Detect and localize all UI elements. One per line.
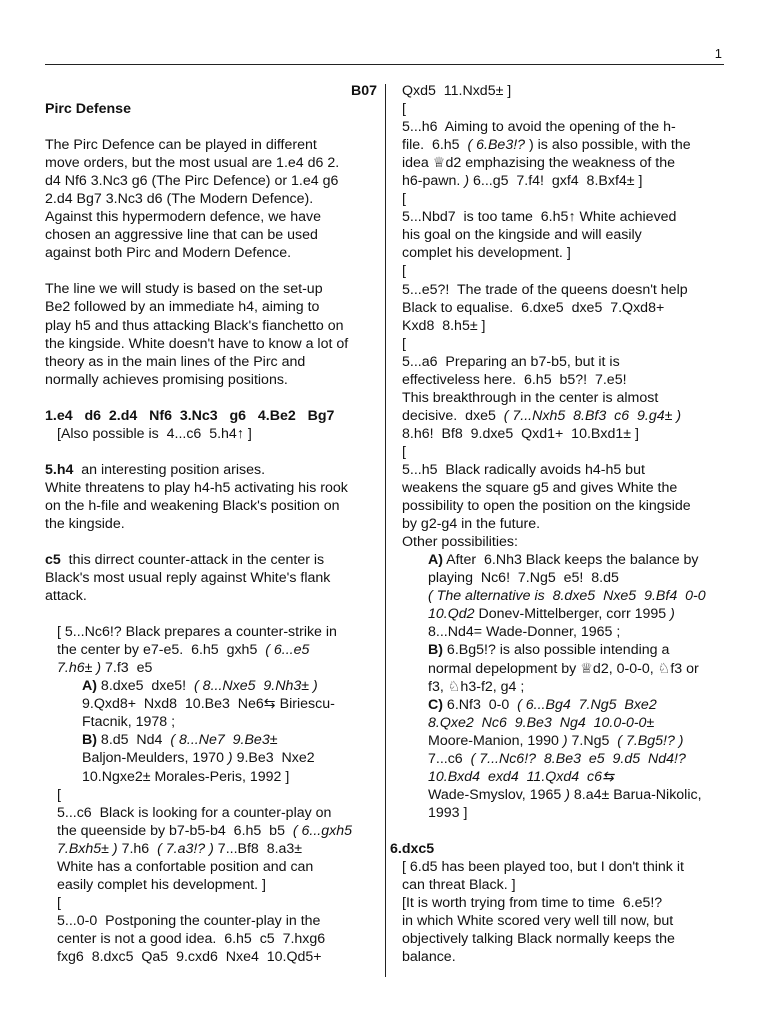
text-line: 7.Bxh5± ) 7.h6 ( 7.a3!? ) 7...Bf8 8.a3± (57, 840, 303, 857)
text-line: Kxd8 8.h5± ] (402, 317, 486, 334)
text-line: chosen an aggressive line that can be used (45, 227, 318, 244)
text-line: 7.h6± ) 7.f3 e5 (57, 660, 153, 677)
text-line: 9.Qxd8+ Nxd8 10.Be3 Ne6⇆ Biriescu- (82, 696, 335, 713)
main-line: 1.e4 d6 2.d4 Nf6 3.Nc3 g6 4.Be2 Bg7 (45, 407, 335, 424)
text-line: 10.Bxd4 exd4 11.Qxd4 c6⇆ (428, 768, 614, 785)
bracket-open: [ (402, 101, 406, 118)
c5-text (45, 569, 377, 605)
bracket-open: [ (402, 191, 406, 208)
text-line: can threat Black. ] (402, 877, 516, 894)
text-line: Black's most usual reply against White's flank (45, 570, 331, 587)
bracket-open: [ (402, 443, 406, 460)
text-line: his goal on the kingside and will easily (402, 227, 642, 244)
text-line: normally achieves promising positions. (45, 371, 288, 388)
text-line: The line we will study is based on the set-up (45, 281, 323, 298)
text-line: 5...c6 Black is looking for a counter-play on (57, 804, 332, 821)
text-line: easily complet his development. ] (57, 876, 266, 893)
h4-move: 5.h4 (45, 461, 74, 478)
text-line: attack. (45, 588, 87, 605)
text-line: on the h-file and weakening Black's position on (45, 497, 340, 514)
text-line: A) After 6.Nh3 Black keeps the balance by (428, 552, 699, 569)
setup-paragraph (45, 280, 377, 388)
text-line: This breakthrough in the center is almost (402, 389, 659, 406)
text-line: the kingside. (45, 515, 125, 532)
text-line: playing Nc6! 7.Ng5 e5! 8.d5 (428, 570, 619, 587)
h4-text (45, 479, 377, 533)
text-line: complet his development. ] (402, 245, 571, 262)
h4-comment: an interesting position arises. (73, 461, 266, 478)
text-line: against both Pirc and Modern Defence. (45, 245, 292, 262)
text-line: 7...c6 ( 7...Nc6!? 8.Be3 e5 9.d5 Nd4!? (428, 750, 686, 767)
text-line: White threatens to play h4-h5 activating his rook (45, 479, 348, 496)
text-line: fxg6 8.dxc5 Qa5 9.cxd6 Nxe4 10.Qd5+ (57, 948, 322, 965)
text-line: effectiveless here. 6.h5 b5?! 7.e5! (402, 371, 627, 388)
text-line: center is not a good idea. 6.h5 c5 7.hxg6 (57, 930, 326, 947)
header-rule (45, 64, 724, 65)
text-line: Be2 followed by an immediate h4, aiming to (45, 299, 320, 316)
also-possible: [Also possible is 4...c6 5.h4↑ ] (57, 425, 252, 442)
text-line: objectively talking Black normally keeps the (402, 931, 675, 948)
text-line: 5...e5?! The trade of the queens doesn't help (402, 281, 688, 298)
text-line: Against this hypermodern defence, we have (45, 209, 322, 226)
text-line: 2.d4 Bg7 3.Nc3 d6 (The Modern Defence). (45, 191, 314, 208)
subvariation-a (57, 677, 377, 731)
text-line: idea ♕d2 emphazising the weakness of the (402, 155, 675, 172)
text-line: 5...Nbd7 is too tame 6.h5↑ White achieved (402, 209, 677, 226)
text-line: weakens the square g5 and gives White the (402, 480, 678, 497)
text-line: play h5 and thus attacking Black's fianchetto on (45, 317, 344, 334)
text-line: 5...h5 Black radically avoids h4-h5 but (402, 461, 645, 478)
intro-paragraph (45, 136, 377, 262)
text-line: the kingside. White doesn't have to know a lot of (45, 335, 349, 352)
text-line: d4 Nf6 3.Nc3 g6 (The Pirc Defence) or 1.e4 g6 (45, 173, 339, 190)
subvariation-b (57, 731, 377, 785)
bracket-open: [ (402, 263, 406, 280)
text-line: Baljon-Meulders, 1970 ) 9.Be3 Nxe2 (82, 750, 315, 767)
text-line: possibility to open the position on the kingside (402, 498, 691, 515)
text-line: by g2-g4 in the future. (402, 516, 541, 533)
c5-line (45, 551, 377, 569)
opening-title: Pirc Defense (45, 101, 131, 118)
text-line: in which White scored very well till now, but (402, 913, 674, 930)
text-line: Ftacnik, 1978 ; (82, 714, 176, 731)
text-line: 5...0-0 Postponing the counter-play in the (57, 912, 321, 929)
text-line: Black to equalise. 6.dxe5 dxe5 7.Qxd8+ (402, 299, 665, 316)
move-dxc5: 6.dxc5 (390, 840, 435, 857)
subvariation-A (402, 551, 724, 641)
variation-nc6 (45, 623, 377, 966)
text-line: A) 8.dxe5 dxe5! ( 8...Nxe5 9.Nh3± ) (82, 678, 318, 695)
subvariation-C (402, 696, 724, 822)
text-line: normal depelopment by ♕d2, 0-0-0, ♘f3 or (428, 660, 699, 677)
text-line: [It is worth trying from time to time 6.e5!? (402, 895, 663, 912)
text-line: C) 6.Nf3 0-0 ( 6...Bg4 7.Ng5 Bxe2 (428, 696, 657, 713)
text-line: the queenside by b7-b5-b4 6.h5 b5 ( 6...gxh5 (57, 822, 352, 839)
text-line: [ 5...Nc6!? Black prepares a counter-strike in (57, 624, 337, 641)
text-line: 1993 ] (428, 804, 468, 821)
c5-comment: this dirrect counter-attack in the center is (60, 551, 325, 568)
text-line: Moore-Manion, 1990 ) 7.Ng5 ( 7.Bg5!? ) (428, 732, 684, 749)
bracket-open: [ (57, 894, 61, 911)
dxc5-notes (390, 858, 724, 966)
text-line: the center by e7-e5. 6.h5 gxh5 ( 6...e5 (57, 642, 310, 659)
text-line: move orders, but the most usual are 1.e4 d6 2. (45, 155, 340, 172)
text-line: h6-pawn. ) 6...g5 7.f4! gxf4 8.Bxf4± ] (402, 173, 643, 190)
text-line: file. 6.h5 ( 6.Be3!? ) is also possible, with the (402, 137, 691, 154)
right-variations (390, 82, 724, 822)
bracket-open: [ (402, 335, 406, 352)
bracket-open: [ (57, 786, 61, 803)
text-line: 8.Qxe2 Nc6 9.Be3 Ng4 10.0-0-0± (428, 714, 655, 731)
text-line: balance. (402, 949, 456, 966)
eco-code: B07 (350, 83, 377, 99)
text-line: B) 6.Bg5!? is also possible intending a (428, 642, 670, 659)
text-line: 5...a6 Preparing an b7-b5, but it is (402, 353, 620, 370)
text-line: f3, ♘h3-f2, g4 ; (428, 678, 525, 695)
text-line: White has a confortable position and can (57, 858, 314, 875)
h4-line (45, 461, 377, 479)
text-line: The Pirc Defence can be played in different (45, 137, 317, 154)
text-line: [ 6.d5 has been played too, but I don't think it (402, 858, 684, 875)
text-line: ( The alternative is 8.dxe5 Nxe5 9.Bf4 0-0 (428, 588, 706, 605)
text-line: Wade-Smyslov, 1965 ) 8.a4± Barua-Nikolic, (428, 786, 702, 803)
text-line: 10.Ngxe2± Morales-Peris, 1992 ] (82, 768, 290, 785)
c5-move: c5 (45, 551, 61, 568)
text-line: decisive. dxe5 ( 7...Nxh5 8.Bf3 c6 9.g4± ) (402, 407, 682, 424)
left-column (45, 82, 377, 966)
text-line: Qxd5 11.Nxd5± ] (402, 83, 512, 99)
text-line: 10.Qd2 Donev-Mittelberger, corr 1995 ) (428, 606, 675, 623)
text-line: B) 8.d5 Nd4 ( 8...Ne7 9.Be3± (82, 732, 278, 749)
text-line: 5...h6 Aiming to avoid the opening of the h- (402, 119, 676, 136)
column-divider (385, 84, 386, 977)
subvariation-B (402, 641, 724, 695)
text-line: Other possibilities: (402, 534, 518, 551)
text-line: 8...Nd4= Wade-Donner, 1965 ; (428, 624, 621, 641)
right-column (390, 82, 724, 966)
page-number: 1 (714, 46, 722, 61)
text-line: theory as in the main lines of the Pirc and (45, 353, 306, 370)
text-line: 8.h6! Bf8 9.dxe5 Qxd1+ 10.Bxd1± ] (402, 425, 639, 442)
